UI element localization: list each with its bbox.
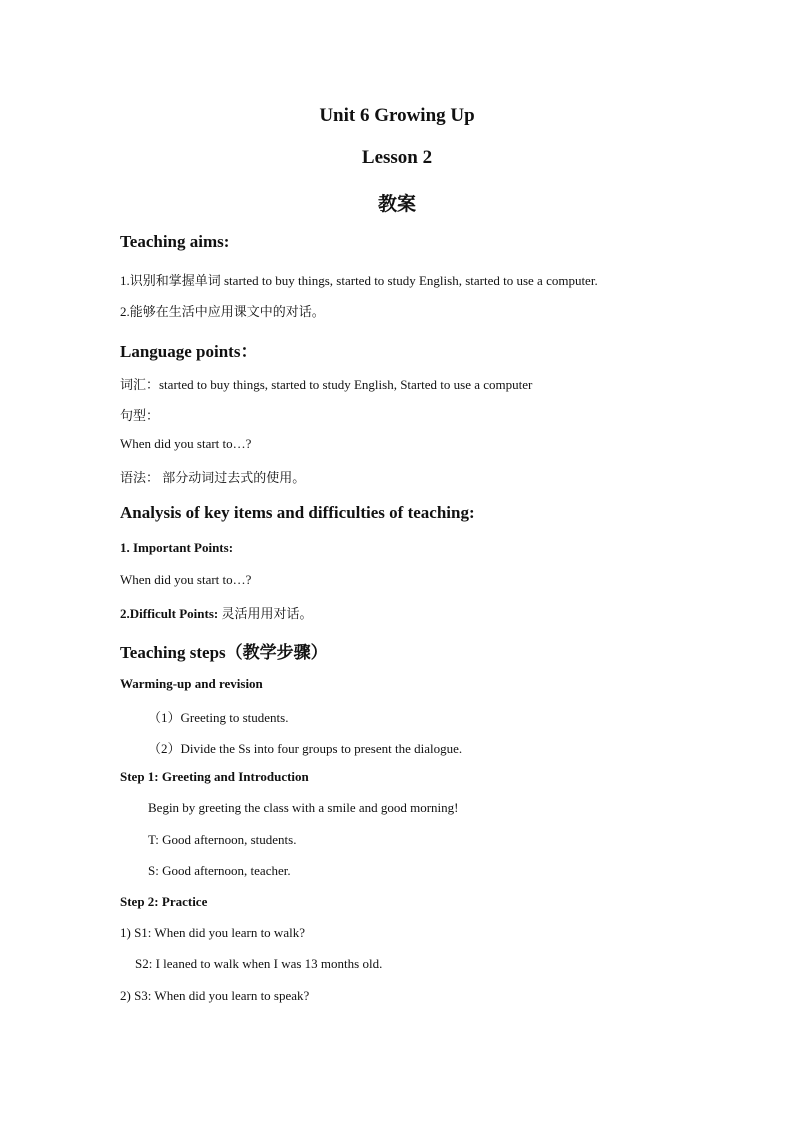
practice-line-3: 2) S3: When did you learn to speak? [120, 988, 310, 1003]
warming-up-item-2: （2）Divide the Ss into four groups to present the dialogue. [148, 741, 463, 756]
step-1-line-3: S: Good afternoon, teacher. [148, 863, 291, 878]
teaching-aims-heading: Teaching aims: [120, 232, 230, 251]
vocabulary-line: 词汇：started to buy things, started to study English, Started to use a computer [120, 377, 533, 392]
lesson-plan-title: 教案 [377, 194, 416, 215]
language-points-heading: Language points： [120, 342, 258, 361]
warming-up-item-1: （1）Greeting to students. [148, 710, 289, 725]
grammar-line: 语法： 部分动词过去式的使用。 [120, 470, 306, 485]
practice-line-1: 1) S1: When did you learn to walk? [120, 925, 305, 940]
warming-up-heading: Warming-up and revision [120, 676, 263, 691]
step-2-heading: Step 2: Practice [120, 894, 208, 909]
sentence-pattern: When did you start to…? [120, 436, 252, 451]
difficult-points [120, 603, 312, 622]
sentence-pattern-label: 句型： [120, 408, 160, 423]
analysis-heading: Analysis of key items and difficulties of teaching: [120, 503, 475, 522]
important-points-text: When did you start to…? [120, 572, 252, 587]
aims-item-1: 1.识别和掌握单词 started to buy things, started to study English, started to use a computer. [120, 273, 598, 288]
practice-line-2: S2: I leaned to walk when I was 13 months old. [135, 956, 383, 971]
important-points-label: 1. Important Points: [120, 540, 234, 555]
aims-item-2: 2.能够在生活中应用课文中的对话。 [120, 304, 325, 319]
step-1-line-2: T: Good afternoon, students. [148, 832, 297, 847]
step-1-heading: Step 1: Greeting and Introduction [120, 769, 309, 784]
step-1-line-1: Begin by greeting the class with a smile and good morning! [148, 800, 459, 815]
unit-title: Unit 6 Growing Up [319, 105, 475, 126]
difficult-points-label: 2.Difficult Points: [120, 606, 219, 621]
teaching-steps-heading: Teaching steps（教学步骤） [120, 643, 328, 662]
difficult-points-text: 灵活用用对话。 [218, 606, 313, 621]
lesson-title: Lesson 2 [361, 147, 433, 168]
